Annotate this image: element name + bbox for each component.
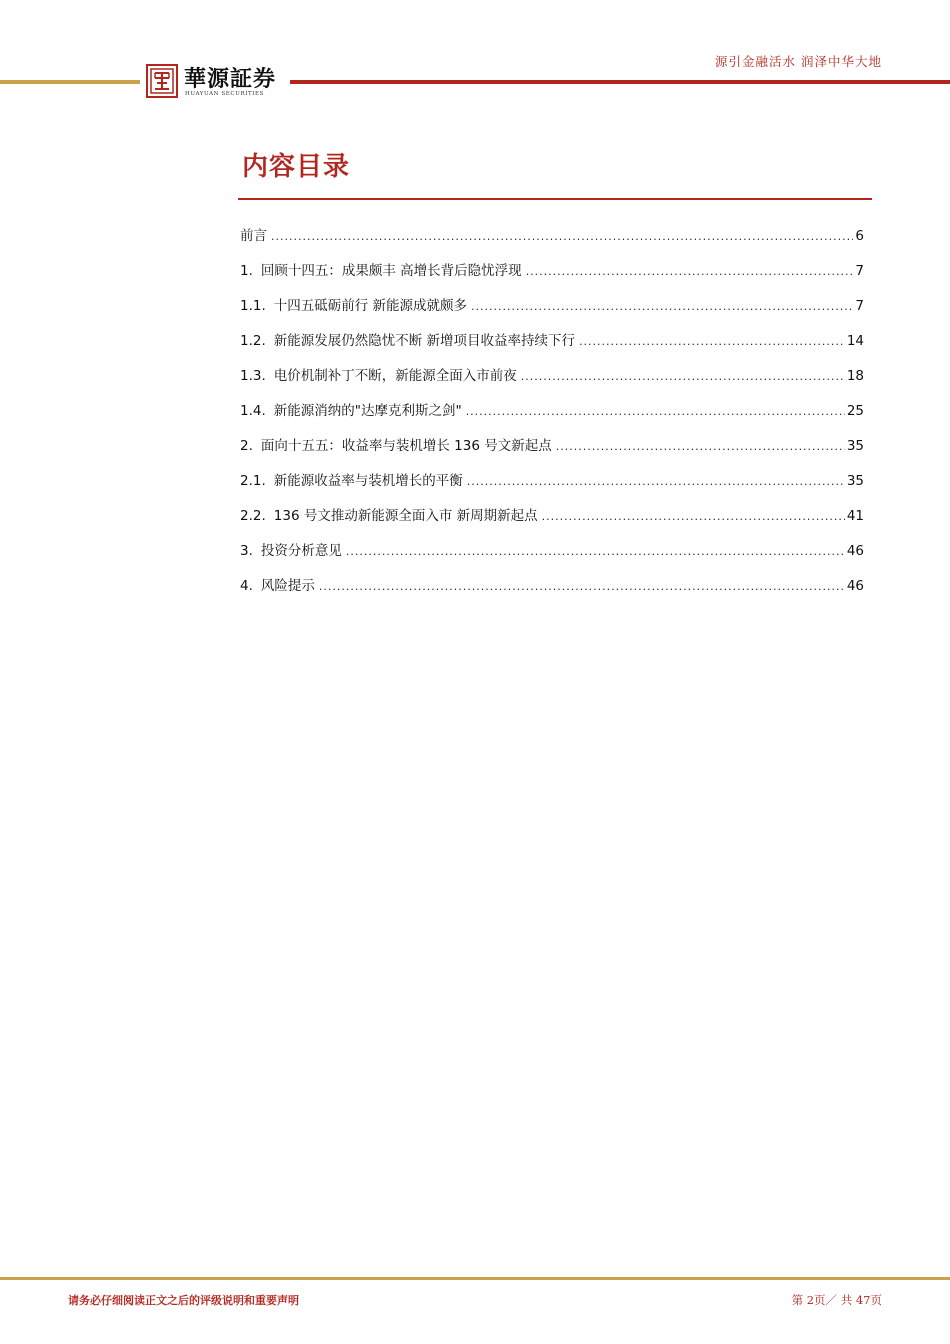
toc-entry-label: 136 号文推动新能源全面入市 新周期新起点: [273, 508, 538, 524]
toc-dot-leader: [471, 300, 853, 313]
toc-entry-page: 46: [846, 578, 864, 594]
toc-entry[interactable]: [240, 259, 864, 294]
toc-dot-leader: [526, 265, 854, 278]
toc-dot-leader: [542, 510, 845, 523]
toc-entry[interactable]: [240, 434, 864, 469]
toc-entry[interactable]: [240, 574, 864, 609]
toc-entry-label: 回顾十四五：成果颇丰 高增长背后隐忧浮现: [260, 263, 522, 279]
toc-entry-number: 1.1.: [240, 298, 266, 314]
footer-gold-rule: [0, 1277, 950, 1280]
toc-entry-number: 4.: [240, 578, 253, 594]
toc-entry[interactable]: [240, 504, 864, 539]
toc-entry-label: 新能源消纳的"达摩克利斯之剑": [273, 403, 462, 419]
footer-disclaimer: 请务必仔细阅读正文之后的评级说明和重要声明: [68, 1294, 299, 1307]
toc-entry-label: 风险提示: [260, 578, 315, 594]
toc-entry-page: 46: [846, 543, 864, 559]
toc-dot-leader: [346, 545, 845, 558]
toc-entry-number: 1.2.: [240, 333, 266, 349]
toc-entry-page: 7: [855, 263, 864, 279]
toc-entry-number: 2.2.: [240, 508, 266, 524]
toc-entry-page: 6: [855, 228, 864, 244]
toc-entry-number: 3.: [240, 543, 253, 559]
header-red-rule: [290, 80, 950, 84]
toc-entry-page: 18: [846, 368, 864, 384]
toc-entry-label: 面向十五五：收益率与装机增长 136 号文新起点: [260, 438, 552, 454]
toc-dot-leader: [521, 370, 845, 383]
toc-entry[interactable]: [240, 539, 864, 574]
toc-entry-page: 41: [846, 508, 864, 524]
toc-entry[interactable]: [240, 329, 864, 364]
toc-dot-leader: [466, 405, 845, 418]
toc-entry-page: 25: [846, 403, 864, 419]
toc-entry-number: 1.: [240, 263, 253, 279]
toc-entry-label: 投资分析意见: [260, 543, 342, 559]
toc-entry-page: 35: [846, 438, 864, 454]
toc-entry-label: 十四五砥砺前行 新能源成就颇多: [273, 298, 468, 314]
toc-entry-number: 1.3.: [240, 368, 266, 384]
company-name: 華源証券: [184, 66, 277, 92]
toc-entry[interactable]: [240, 469, 864, 504]
toc-entry-label: 电价机制补丁不断，新能源全面入市前夜: [273, 368, 517, 384]
huayuan-seal-icon: [146, 64, 178, 98]
toc-entry-page: 35: [846, 473, 864, 489]
toc-entry-label: 新能源发展仍然隐忧不断 新增项目收益率持续下行: [273, 333, 576, 349]
toc-entry[interactable]: [240, 399, 864, 434]
toc-dot-leader: [467, 475, 845, 488]
toc-entry-label: 前言: [240, 228, 267, 244]
toc-dot-leader: [556, 440, 845, 453]
toc-dot-leader: [579, 335, 845, 348]
toc-dot-leader: [319, 580, 845, 593]
toc-dot-leader: [271, 230, 853, 243]
toc-entry[interactable]: [240, 224, 864, 259]
toc-entry[interactable]: [240, 364, 864, 399]
toc-entry-number: 2.: [240, 438, 253, 454]
footer-page-info: 第 2页／ 共 47页: [791, 1293, 882, 1307]
company-name-en: HUAYUAN SECURITIES: [185, 91, 265, 97]
title-divider: [238, 198, 872, 200]
page-title: 内容目录: [242, 152, 351, 182]
toc-entry-number: 2.1.: [240, 473, 266, 489]
toc-entry-number: 1.4.: [240, 403, 266, 419]
toc-entry-page: 7: [855, 298, 864, 314]
header-slogan: 源引金融活水 润泽中华大地: [715, 54, 882, 69]
header-gold-rule: [0, 80, 140, 84]
toc-entry[interactable]: [240, 294, 864, 329]
table-of-contents: [240, 224, 864, 609]
toc-entry-page: 14: [846, 333, 864, 349]
toc-entry-label: 新能源收益率与装机增长的平衡: [273, 473, 463, 489]
